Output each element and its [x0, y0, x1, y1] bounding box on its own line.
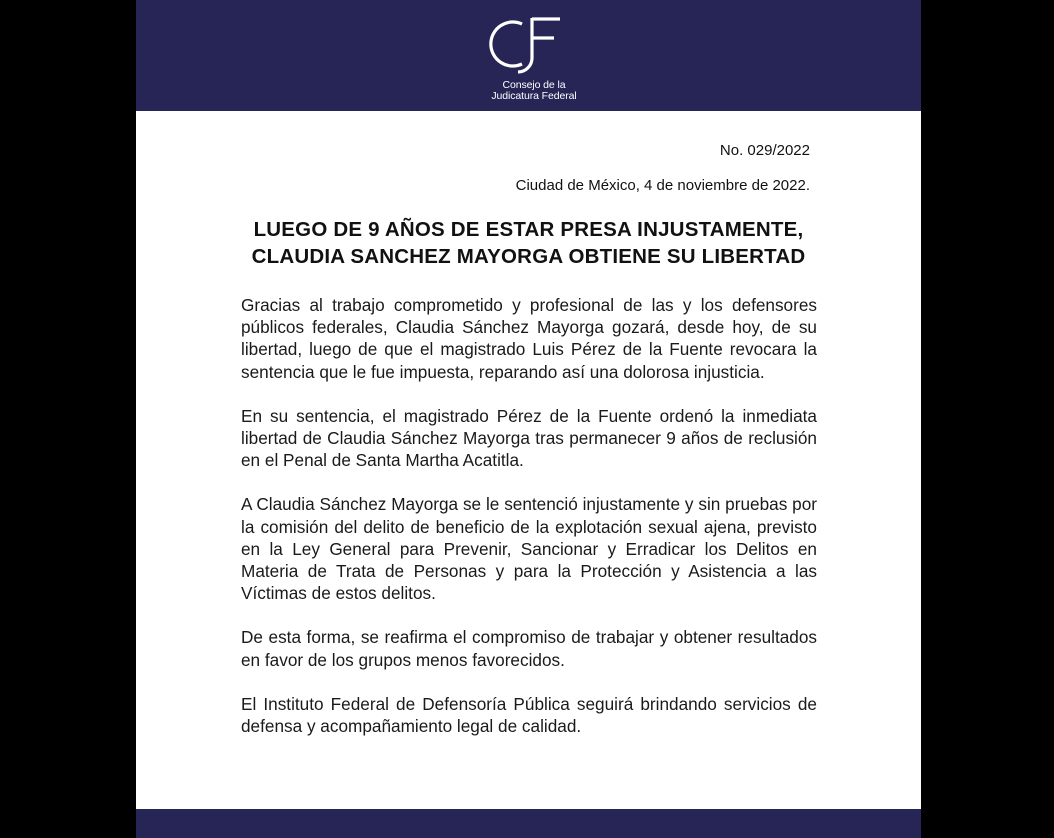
paragraph: En su sentencia, el magistrado Pérez de la Fuente ordenó la inmediata libertad de Claudia Sánchez Mayorga tras permanecer 9 años de reclusión en el Penal de Santa Martha Acatitla. [241, 405, 817, 471]
logo-caption-line2: Judicatura Federal [491, 90, 577, 102]
press-release-page [136, 0, 921, 838]
header-band [136, 0, 921, 111]
paragraph: Gracias al trabajo comprometido y profesional de las y los defensores públicos federales, Claudia Sánchez Mayorga gozará, desde hoy, de su libertad, luego de que el magistrado Luis Pérez de la Fuente revocara la sentencia que le fue impuesta, reparando así una dolorosa injusticia. [241, 295, 817, 382]
cjf-logo [476, 12, 586, 107]
paragraph: A Claudia Sánchez Mayorga se le sentenció injustamente y sin pruebas por la comisión del delito de beneficio de la explotación sexual ajena, previsto en la Ley General para Prevenir, Sancionar y Erradicar los Delitos en Materia de Trata de Personas y para la Protección y Asistencia a las Víctimas de estos delitos. [241, 494, 817, 604]
headline [136, 216, 921, 270]
logo-caption-line1: Consejo de la [502, 79, 566, 91]
paragraph: De esta forma, se reafirma el compromiso de trabajar y obtener resultados en favor de los grupos menos favorecidos. [241, 627, 817, 670]
cjf-monogram-icon [488, 14, 574, 80]
paragraph: El Instituto Federal de Defensoría Pública seguirá brindando servicios de defensa y acompañamiento legal de calidad. [241, 693, 817, 737]
logo-caption [484, 80, 584, 102]
footer-band [136, 809, 921, 838]
body-text [241, 294, 817, 759]
headline-line1: LUEGO DE 9 AÑOS DE ESTAR PRESA INJUSTAMENTE, [253, 218, 804, 241]
headline-line2: CLAUDIA SANCHEZ MAYORGA OBTIENE SU LIBERTAD [251, 245, 806, 268]
release-date: Ciudad de México, 4 de noviembre de 2022. [515, 177, 810, 194]
release-number: No. 029/2022 [719, 142, 810, 159]
